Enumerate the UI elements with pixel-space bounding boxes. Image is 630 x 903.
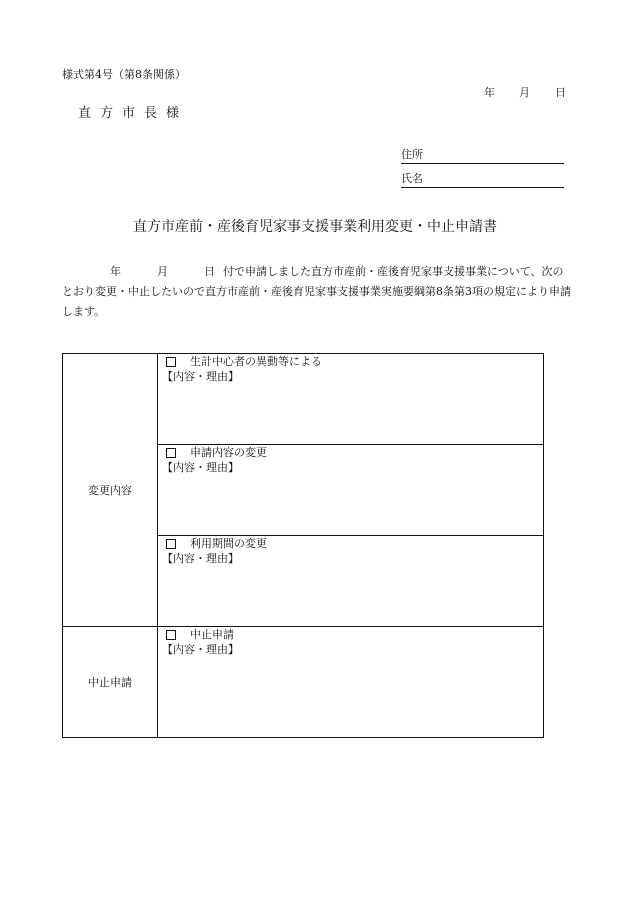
body-text: 付で申請しました直方市産前・産後育児家事支援事業について、次のとおり変更・中止したいので直方市産前・産後育児家事支援事業実施要綱第8条第3項の規定により申請します。 <box>62 265 571 318</box>
checkbox-icon[interactable] <box>166 448 176 458</box>
reason-label: 【内容・理由】 <box>162 370 239 383</box>
date-day-label: 日 <box>555 86 566 99</box>
form-number: 様式第4号（第8条関係） <box>62 68 186 81</box>
addressee: 直方市長様 <box>78 106 189 121</box>
name-field[interactable] <box>401 170 564 188</box>
address-field[interactable] <box>401 146 564 164</box>
checkbox-icon[interactable] <box>166 539 176 549</box>
request-table <box>62 353 544 738</box>
option-cell-1[interactable] <box>158 354 544 445</box>
address-label: 住所 <box>401 148 423 161</box>
name-label: 氏名 <box>401 172 423 185</box>
option-cell-4[interactable] <box>158 627 544 738</box>
stop-request-label: 中止申請 <box>63 627 158 738</box>
body-paragraph <box>62 262 572 322</box>
body-year: 年 <box>110 265 121 278</box>
reason-label: 【内容・理由】 <box>162 461 239 474</box>
reason-label: 【内容・理由】 <box>162 552 239 565</box>
date-month-label: 月 <box>519 86 530 99</box>
document-title: 直方市産前・産後育児家事支援事業利用変更・中止申請書 <box>133 219 497 235</box>
change-content-label: 変更内容 <box>63 354 158 627</box>
option-label: 生計中心者の異動等による <box>190 355 322 368</box>
option-cell-2[interactable] <box>158 445 544 536</box>
checkbox-icon[interactable] <box>166 357 176 367</box>
option-label: 申請内容の変更 <box>190 446 267 459</box>
option-label: 中止申請 <box>190 628 234 641</box>
body-month: 月 <box>157 265 168 278</box>
date-year-label: 年 <box>484 86 495 99</box>
option-label: 利用期間の変更 <box>190 537 267 550</box>
body-day: 日 <box>204 265 215 278</box>
option-cell-3[interactable] <box>158 536 544 627</box>
reason-label: 【内容・理由】 <box>162 643 239 656</box>
checkbox-icon[interactable] <box>166 630 176 640</box>
